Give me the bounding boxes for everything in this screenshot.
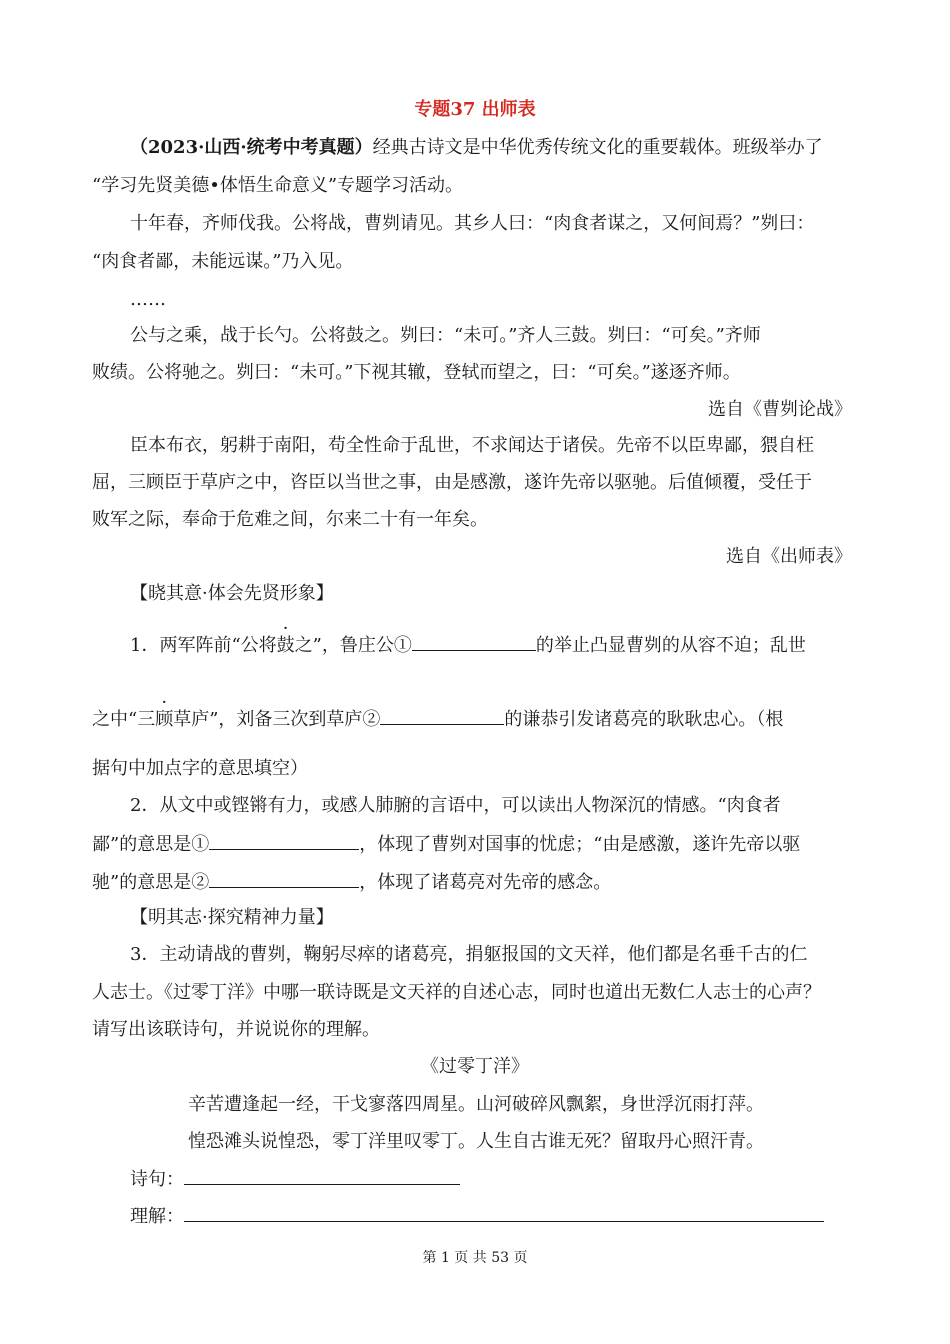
- poem-line-1: 辛苦遭逢起一经，干戈寥落四周星。山河破碎风飘絮，身世浮沉雨打萍。: [188, 1094, 764, 1115]
- section1-heading: 【晓其意·体会先贤形象】: [130, 583, 334, 604]
- question-2-line-3: [92, 869, 611, 895]
- passage1-ellipsis: ……: [130, 289, 166, 310]
- question-1-text: 之中“三: [92, 709, 156, 730]
- question-1-line-3: 据句中加点字的意思填空）: [92, 758, 308, 779]
- question-1-text: 的谦恭引发诸葛亮的耿耿忠心。（根: [504, 709, 784, 730]
- question-3-line-3: 请写出该联诗句，并说说你的理解。: [92, 1019, 380, 1040]
- intro-line-1: [130, 136, 823, 160]
- passage1-line: “肉食者鄙，未能远谋。”乃入见。: [92, 251, 354, 272]
- question-1-text: 之”，鲁庄公①: [294, 635, 412, 656]
- question-2-text: 驰”的意思是②: [92, 872, 210, 893]
- answer-blank-3[interactable]: [209, 831, 359, 850]
- passage1-line: 公与之乘，战于长勺。公将鼓之。刿曰：“未可。”齐人三鼓。刿曰：“可矣。”齐师: [130, 325, 761, 346]
- passage2-line: 屈，三顾臣于草庐之中，咨臣以当世之事，由是感激，遂许先帝以驱驰。后值倾覆，受任于: [92, 472, 812, 493]
- understanding-answer-row: [130, 1203, 824, 1229]
- verse-answer-row: [130, 1166, 460, 1192]
- intro-text: 经典古诗文是中华优秀传统文化的重要载体。班级举办了: [372, 137, 823, 158]
- question-2-text: 鄙”的意思是①: [92, 834, 210, 855]
- answer-blank-1[interactable]: [412, 632, 536, 651]
- question-1-text: 1．两军阵前“公将: [130, 635, 277, 656]
- passage2-source: 选自《出师表》: [726, 546, 852, 567]
- poem-title: 《过零丁洋》: [421, 1056, 529, 1077]
- answer-blank-2[interactable]: [380, 706, 504, 725]
- question-2-line-2: [92, 831, 800, 857]
- page-title: 专题37 出师表: [414, 99, 536, 120]
- understanding-label: 理解：: [130, 1206, 184, 1227]
- poem-line-2: 惶恐滩头说惶恐，零丁洋里叹零丁。人生自古谁无死？留取丹心照汗青。: [188, 1131, 764, 1152]
- question-1-text: 草庐”，刘备三次到草庐②: [173, 709, 381, 730]
- emphasis-char: 顾: [155, 709, 174, 730]
- question-3-line-2: 人志士。《过零丁洋》中哪一联诗既是文天祥的自述心志，同时也道出无数仁人志士的心声？: [92, 982, 821, 1003]
- emphasis-char: 鼓: [276, 635, 295, 656]
- verse-answer-line[interactable]: [184, 1166, 460, 1185]
- question-1-text: 的举止凸显曹刿的从容不迫；乱世: [535, 635, 806, 656]
- passage1-line: 十年春，齐师伐我。公将战，曹刿请见。其乡人曰：“肉食者谋之，又何间焉？”刿曰：: [130, 213, 815, 234]
- question-1-line-2: [92, 706, 783, 732]
- question-source: （2023·山西·统考中考真题）: [130, 137, 373, 158]
- verse-label: 诗句：: [130, 1169, 184, 1190]
- question-2-text: ，体现了曹刿对国事的忧虑；“由是感激，遂许先帝以驱: [359, 834, 801, 855]
- question-3-line-1: 3．主动请战的曹刿，鞠躬尽瘁的诸葛亮，捐躯报国的文天祥，他们都是名垂千古的仁: [130, 944, 808, 965]
- understanding-answer-line[interactable]: [184, 1203, 824, 1222]
- passage2-line: 败军之际，奉命于危难之间，尔来二十有一年矣。: [92, 509, 488, 530]
- page-footer: 第 1 页 共 53 页: [422, 1250, 528, 1266]
- answer-blank-4[interactable]: [209, 869, 359, 888]
- passage1-source: 选自《曹刿论战》: [708, 399, 852, 420]
- intro-line-2: “学习先贤美德•体悟生命意义”专题学习活动。: [92, 175, 464, 196]
- question-1-line-1: [130, 632, 806, 658]
- question-2-line-1: 2．从文中或铿锵有力，或感人肺腑的言语中，可以读出人物深沉的情感。“肉食者: [130, 795, 781, 816]
- passage2-line: 臣本布衣，躬耕于南阳，苟全性命于乱世，不求闻达于诸侯。先帝不以臣卑鄙，猥自枉: [130, 435, 814, 456]
- question-2-text: ，体现了诸葛亮对先帝的感念。: [359, 872, 612, 893]
- passage1-line: 败绩。公将驰之。刿曰：“未可。”下视其辙，登轼而望之，曰：“可矣。”遂逐齐师。: [92, 362, 741, 383]
- section2-heading: 【明其志·探究精神力量】: [130, 907, 334, 928]
